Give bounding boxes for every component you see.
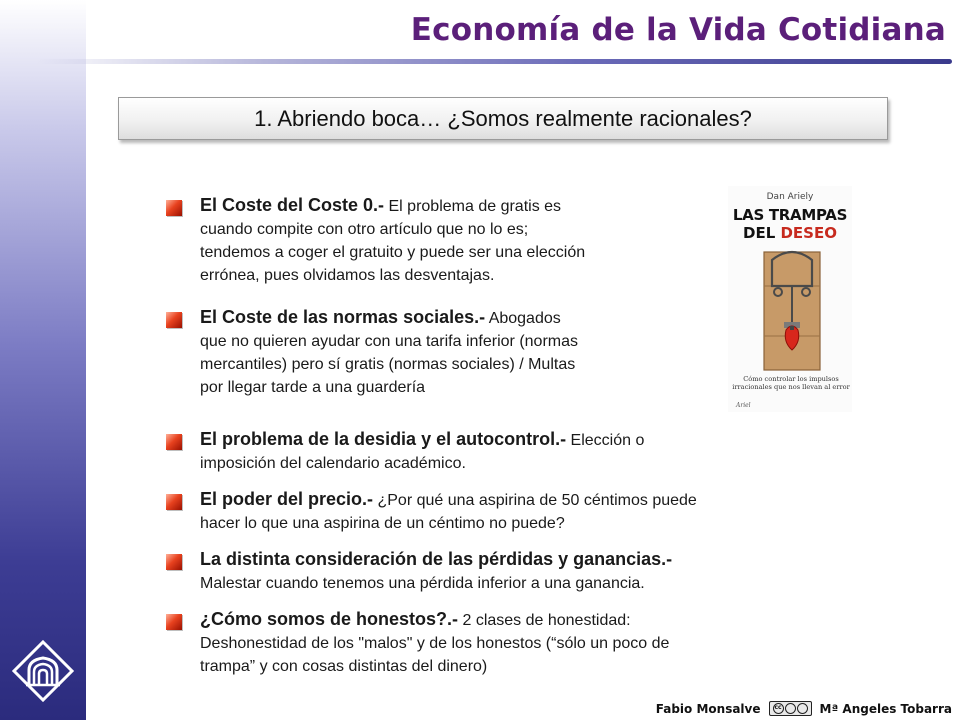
- cc-sa-icon: [797, 703, 808, 714]
- footer-credits: [656, 699, 952, 718]
- bullet-body-line: imposición del calendario académico.: [200, 455, 466, 472]
- section-title: 1. Abriendo boca… ¿Somos realmente racionales?: [254, 105, 752, 131]
- bullet-marker-icon: [166, 494, 182, 510]
- bullet-marker-icon: [166, 200, 182, 216]
- bullet-text: [200, 488, 866, 535]
- bullet-body: Abogados: [488, 310, 561, 327]
- cc-icon: cc: [773, 703, 784, 714]
- bullet-body-line: cuando compite con otro artículo que no lo es;: [200, 221, 529, 238]
- bullet-body: El problema de gratis es: [388, 198, 562, 215]
- bullet-body-line: errónea, pues olvidamos las desventajas.: [200, 267, 495, 284]
- bullet-body: ¿Por qué una aspirina de 50 céntimos puede: [377, 492, 697, 509]
- book-title-accent: DESEO: [780, 224, 837, 242]
- bullet-body-line: Deshonestidad de los "malos" y de los honestos (“sólo un poco de: [200, 635, 670, 652]
- book-cover-image: [728, 186, 852, 412]
- footer-author-2: Mª Angeles Tobarra: [819, 701, 952, 716]
- bullet-text: [200, 306, 720, 399]
- bullet-heading: El problema de la desidia y el autocontrol.-: [200, 429, 567, 449]
- book-publisher: Ariel: [736, 402, 751, 409]
- bullet-body-line: que no quieren ayudar con una tarifa inferior (normas: [200, 333, 578, 350]
- bullet-marker-icon: [166, 614, 182, 630]
- bullet-marker-icon: [166, 312, 182, 328]
- bullet-heading: El Coste de las normas sociales.-: [200, 307, 486, 327]
- bullet-heading: La distinta consideración de las pérdidas y ganancias.-: [200, 549, 673, 569]
- bullet-text: [200, 548, 866, 595]
- section-title-box: [118, 97, 888, 140]
- university-logo-icon: [12, 640, 74, 702]
- left-gradient-band: [0, 0, 86, 720]
- book-title-line2: [728, 224, 852, 242]
- bullet-text: [200, 608, 866, 678]
- footer-author-1: Fabio Monsalve: [655, 701, 761, 716]
- bullet-body-line: trampa” y con cosas distintas del dinero): [200, 658, 488, 675]
- book-author: Dan Ariely: [766, 192, 814, 202]
- bullet-body-line: por llegar tarde a una guardería: [200, 379, 426, 396]
- bullet-body-line: hacer lo que una aspirina de un céntimo no puede?: [200, 515, 565, 532]
- creative-commons-badge-icon: [769, 701, 812, 716]
- header-divider: [36, 59, 952, 64]
- bullet-body: Elección o: [570, 432, 645, 449]
- book-subtitle: Cómo controlar los impulsos irracionales que nos llevan al error: [732, 375, 850, 391]
- bullet-body-line: mercantiles) pero sí gratis (normas sociales) / Multas: [200, 356, 576, 373]
- bullet-text: [200, 428, 860, 475]
- bullet-body-line: tendemos a coger el gratuito y puede ser una elección: [200, 244, 586, 261]
- bullet-heading: ¿Cómo somos de honestos?.-: [200, 609, 459, 629]
- mousetrap-icon: [746, 246, 838, 376]
- bullet-text: [200, 194, 720, 287]
- bullet-marker-icon: [166, 434, 182, 450]
- bullet-body: 2 clases de honestidad:: [462, 612, 631, 629]
- presentation-title: Economía de la Vida Cotidiana: [410, 12, 946, 48]
- bullet-body-line: Malestar cuando tenemos una pérdida inferior a una ganancia.: [200, 575, 645, 592]
- bullet-marker-icon: [166, 554, 182, 570]
- bullet-heading: El Coste del Coste 0.-: [200, 195, 385, 215]
- bullet-heading: El poder del precio.-: [200, 489, 374, 509]
- cc-by-icon: [785, 703, 796, 714]
- book-title-line1: LAS TRAMPAS: [732, 206, 848, 224]
- book-title-part: DEL: [743, 224, 781, 242]
